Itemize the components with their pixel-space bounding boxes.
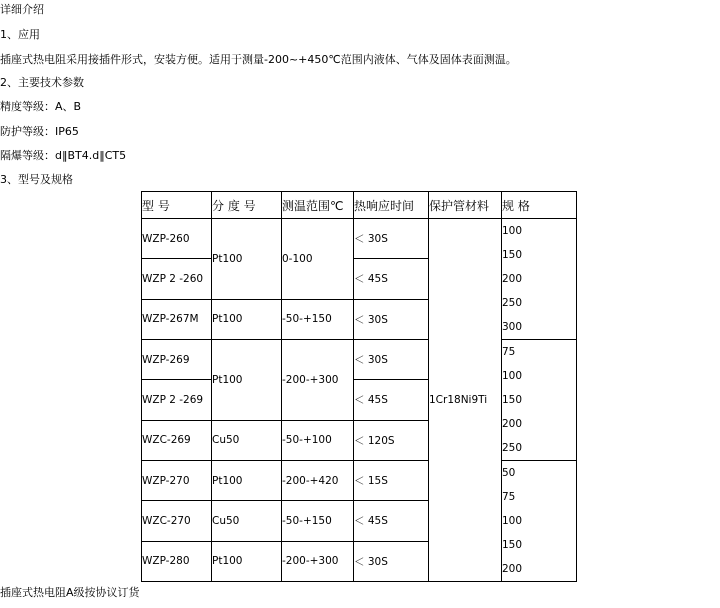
param-accuracy: 精度等级：A、B [0, 100, 82, 113]
spec-value: 50 [502, 467, 516, 479]
response-cell: ＜ 45S [354, 380, 429, 420]
header-spec: 规 格 [502, 192, 577, 219]
model-cell: WZP 2 -260 [142, 259, 212, 299]
response-cell: ＜ 120S [354, 420, 429, 460]
param-protection: 防护等级：IP65 [0, 125, 79, 138]
spec-value: 200 [502, 563, 523, 575]
model-cell: WZC-269 [142, 420, 212, 460]
model-cell: WZP-267M [142, 299, 212, 339]
spec-value: 150 [502, 394, 523, 406]
range-cell: 0-100 [282, 219, 354, 300]
spec-group-cell [502, 340, 577, 461]
section-application-text: 插座式热电阻采用接插件形式，安装方便。适用于测量-200~+450℃范围内液体、气体及固体表面测温。 [0, 53, 517, 66]
graduation-cell: Pt100 [212, 461, 282, 501]
graduation-cell: Pt100 [212, 340, 282, 421]
header-range: 测温范围℃ [282, 192, 354, 219]
spec-value: 100 [502, 515, 523, 527]
model-cell: WZP-270 [142, 461, 212, 501]
table-header-row [142, 192, 577, 219]
detail-heading: 详细介绍 [0, 3, 44, 16]
response-cell: ＜ 45S [354, 501, 429, 541]
graduation-cell: Pt100 [212, 541, 282, 581]
range-cell: -200-+420 [282, 461, 354, 501]
table-row [142, 219, 577, 259]
section-application-title: 1、应用 [0, 28, 40, 41]
section-params-title: 2、主要技术参数 [0, 76, 84, 89]
table-row [142, 340, 577, 380]
header-response: 热响应时间 [354, 192, 429, 219]
header-material: 保护管材料 [429, 192, 502, 219]
response-cell: ＜ 30S [354, 299, 429, 339]
header-graduation: 分 度 号 [212, 192, 282, 219]
graduation-cell: Pt100 [212, 219, 282, 300]
model-cell: WZP-260 [142, 219, 212, 259]
model-cell: WZP-280 [142, 541, 212, 581]
footer-note: 插座式热电阻A级按协议订货 [0, 586, 140, 599]
spec-value: 300 [502, 321, 523, 333]
range-cell: -50-+100 [282, 420, 354, 460]
graduation-cell: Pt100 [212, 299, 282, 339]
model-cell: WZP 2 -269 [142, 380, 212, 420]
response-cell: ＜ 15S [354, 461, 429, 501]
spec-group-cell [502, 461, 577, 582]
range-cell: -200-+300 [282, 541, 354, 581]
range-cell: -50-+150 [282, 299, 354, 339]
header-model: 型 号 [142, 192, 212, 219]
model-spec-table [141, 191, 577, 582]
model-cell: WZC-270 [142, 501, 212, 541]
spec-group-cell [502, 219, 577, 340]
spec-value: 150 [502, 539, 523, 551]
spec-value: 100 [502, 370, 523, 382]
material-cell: 1Cr18Ni9Ti [429, 219, 502, 582]
range-cell: -50-+150 [282, 501, 354, 541]
range-cell: -200-+300 [282, 340, 354, 421]
spec-value: 200 [502, 418, 523, 430]
param-explosion: 隔爆等级：d‖BT4.d‖CT5 [0, 149, 127, 162]
table-row [142, 461, 577, 501]
spec-value: 200 [502, 273, 523, 285]
response-cell: ＜ 30S [354, 541, 429, 581]
graduation-cell: Cu50 [212, 501, 282, 541]
spec-value: 75 [502, 346, 516, 358]
spec-value: 150 [502, 249, 523, 261]
response-cell: ＜ 30S [354, 340, 429, 380]
section-models-title: 3、型号及规格 [0, 173, 73, 186]
spec-value: 75 [502, 491, 516, 503]
response-cell: ＜ 45S [354, 259, 429, 299]
spec-value: 250 [502, 297, 523, 309]
spec-value: 250 [502, 442, 523, 454]
response-cell: ＜ 30S [354, 219, 429, 259]
graduation-cell: Cu50 [212, 420, 282, 460]
spec-value: 100 [502, 225, 523, 237]
model-cell: WZP-269 [142, 340, 212, 380]
